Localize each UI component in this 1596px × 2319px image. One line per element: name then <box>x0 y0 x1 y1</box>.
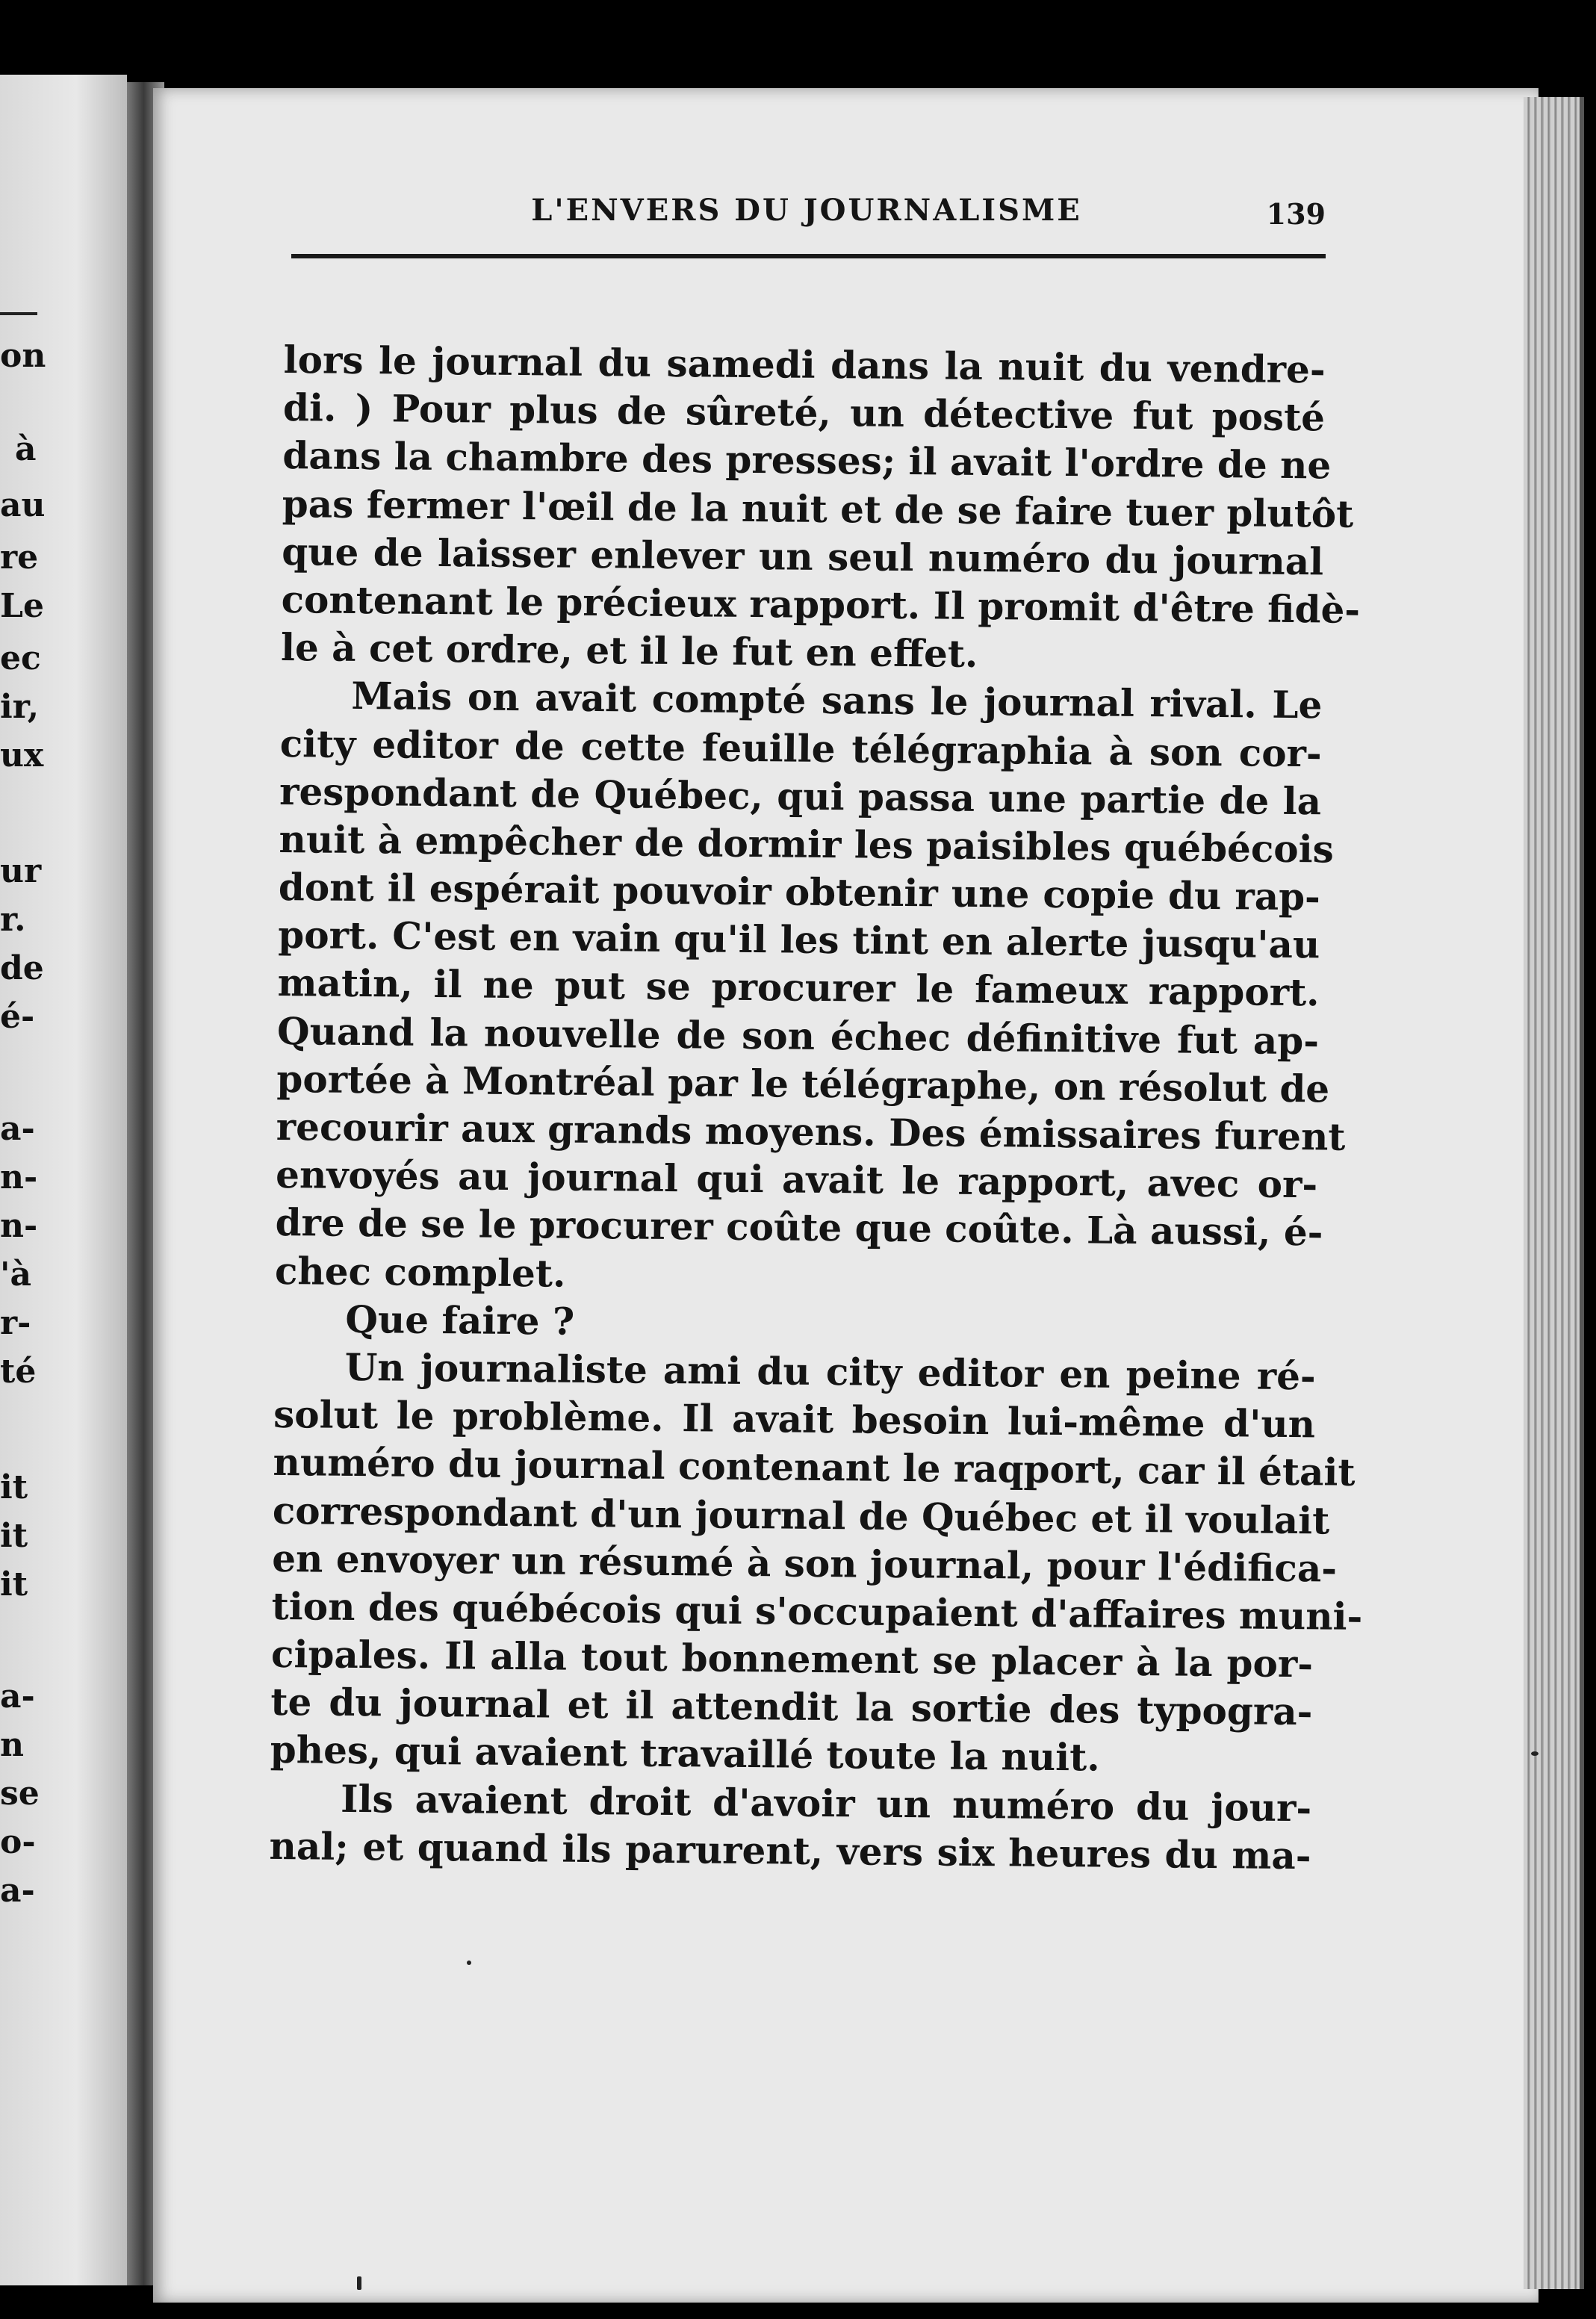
text-line: city editor de cette feuille télégraphia à son cor- <box>279 721 1322 775</box>
facing-page-fragment: ux <box>0 736 44 774</box>
text-line: phes, qui avaient travaillé toute la nuit. <box>270 1727 1100 1781</box>
text-line: dre de se le procurer coûte que coûte. Là aussi, é- <box>275 1200 1323 1255</box>
facing-page-fragment: ir, <box>0 688 40 726</box>
body-text <box>269 336 1363 1880</box>
text-line: port. C'est en vain qu'il les tint en alerte jusqu'au <box>278 913 1320 967</box>
text-line: Mais on avait compté sans le journal rival. Le <box>351 674 1323 727</box>
facing-page-fragment: é- <box>0 998 35 1036</box>
facing-page-fragment: it <box>0 1468 28 1506</box>
facing-page-fragment: 'à <box>0 1255 31 1294</box>
text-line: nuit à empêcher de dormir les paisibles québécois <box>279 816 1335 872</box>
facing-page-fragment: a- <box>0 1110 35 1148</box>
text-line: Ils avaient droit d'avoir un numéro du jour- <box>340 1776 1312 1830</box>
facing-page-fragment: de <box>0 949 44 987</box>
running-head <box>291 193 1326 238</box>
text-line: Quand la nouvelle de son échec définitive fut ap- <box>276 1008 1320 1063</box>
facing-page-fragment: au <box>0 486 46 524</box>
facing-page-fragment: re <box>0 538 39 577</box>
text-line: di. ) Pour plus de sûreté, un détective fut posté <box>282 385 1326 440</box>
text-line: pas fermer l'œil de la nuit et de se faire tuer plutôt <box>282 481 1354 536</box>
facing-page-rule <box>0 312 37 315</box>
facing-page-fragment: Le <box>0 587 44 625</box>
facing-page <box>0 75 127 2285</box>
facing-page-fragment: a- <box>0 1872 35 1910</box>
facing-page-fragment: n- <box>0 1158 38 1196</box>
text-line: que de laisser enlever un seul numéro du journal <box>281 529 1324 584</box>
text-line: chec complet. <box>274 1248 566 1296</box>
facing-page-fragment: it <box>0 1565 28 1604</box>
ink-speck <box>1531 1751 1538 1756</box>
text-line: numéro du journal contenant le raqport, car il était <box>273 1440 1356 1495</box>
page-edges <box>1524 97 1584 2289</box>
facing-page-fragment: n- <box>0 1207 38 1245</box>
text-line: cipales. Il alla tout bonnement se placer à la por- <box>270 1631 1314 1686</box>
page-number: 139 <box>1266 197 1326 231</box>
text-line: recourir aux grands moyens. Des émissaires furent <box>276 1104 1346 1159</box>
text-line: matin, il ne put se procurer le fameux rapport. <box>277 960 1320 1015</box>
facing-page-fragment: a- <box>0 1677 35 1716</box>
header-rule <box>291 254 1326 258</box>
text-line: tion des québécois qui s'occupaient d'affaires muni- <box>271 1583 1363 1639</box>
facing-page-fragment: ec <box>0 639 41 677</box>
ink-speck <box>467 1961 471 1965</box>
running-title: L'ENVERS DU JOURNALISME <box>531 193 1082 228</box>
text-line: Un journaliste ami du city editor en peine ré- <box>344 1344 1316 1399</box>
text-line: solut le problème. Il avait besoin lui-même d'un <box>273 1392 1316 1447</box>
facing-page-fragment: ur <box>0 852 42 890</box>
text-line: le à cet ordre, et il le fut en effet. <box>280 625 978 677</box>
text-line: nal; et quand ils parurent, vers six heures du ma- <box>269 1823 1311 1878</box>
text-line: portée à Montréal par le télégraphe, on résolut de <box>276 1056 1330 1111</box>
facing-page-fragment: o- <box>0 1823 36 1861</box>
text-line: lors le journal du samedi dans la nuit du vendre- <box>283 337 1326 392</box>
text-line: Que faire ? <box>345 1297 575 1344</box>
facing-page-fragment: r. <box>0 901 26 939</box>
ink-speck <box>357 2276 361 2290</box>
facing-page-fragment: té <box>0 1353 37 1391</box>
text-line: envoyés au journal qui avait le rapport, avec or- <box>275 1152 1318 1207</box>
text-line: dans la chambre des presses; il avait l'ordre de ne <box>282 433 1332 488</box>
text-line: dont il espérait pouvoir obtenir une copie du rap- <box>278 865 1321 919</box>
facing-page-fragment: n <box>0 1726 24 1764</box>
facing-page-fragment: it <box>0 1517 28 1555</box>
facing-page-fragment: à <box>15 430 37 468</box>
facing-page-fragment: se <box>0 1775 40 1813</box>
text-line: contenant le précieux rapport. Il promit d'être fidè- <box>281 577 1361 632</box>
text-line: respondant de Québec, qui passa une partie de la <box>279 769 1322 824</box>
facing-page-fragment: on <box>0 337 46 375</box>
text-line: en envoyer un résumé à son journal, pour l'édifica- <box>272 1536 1338 1591</box>
text-line: te du journal et il attendit la sortie des typogra- <box>270 1680 1313 1734</box>
facing-page-fragment: r- <box>0 1304 31 1342</box>
text-line: correspondant d'un journal de Québec et il voulait <box>272 1488 1330 1543</box>
